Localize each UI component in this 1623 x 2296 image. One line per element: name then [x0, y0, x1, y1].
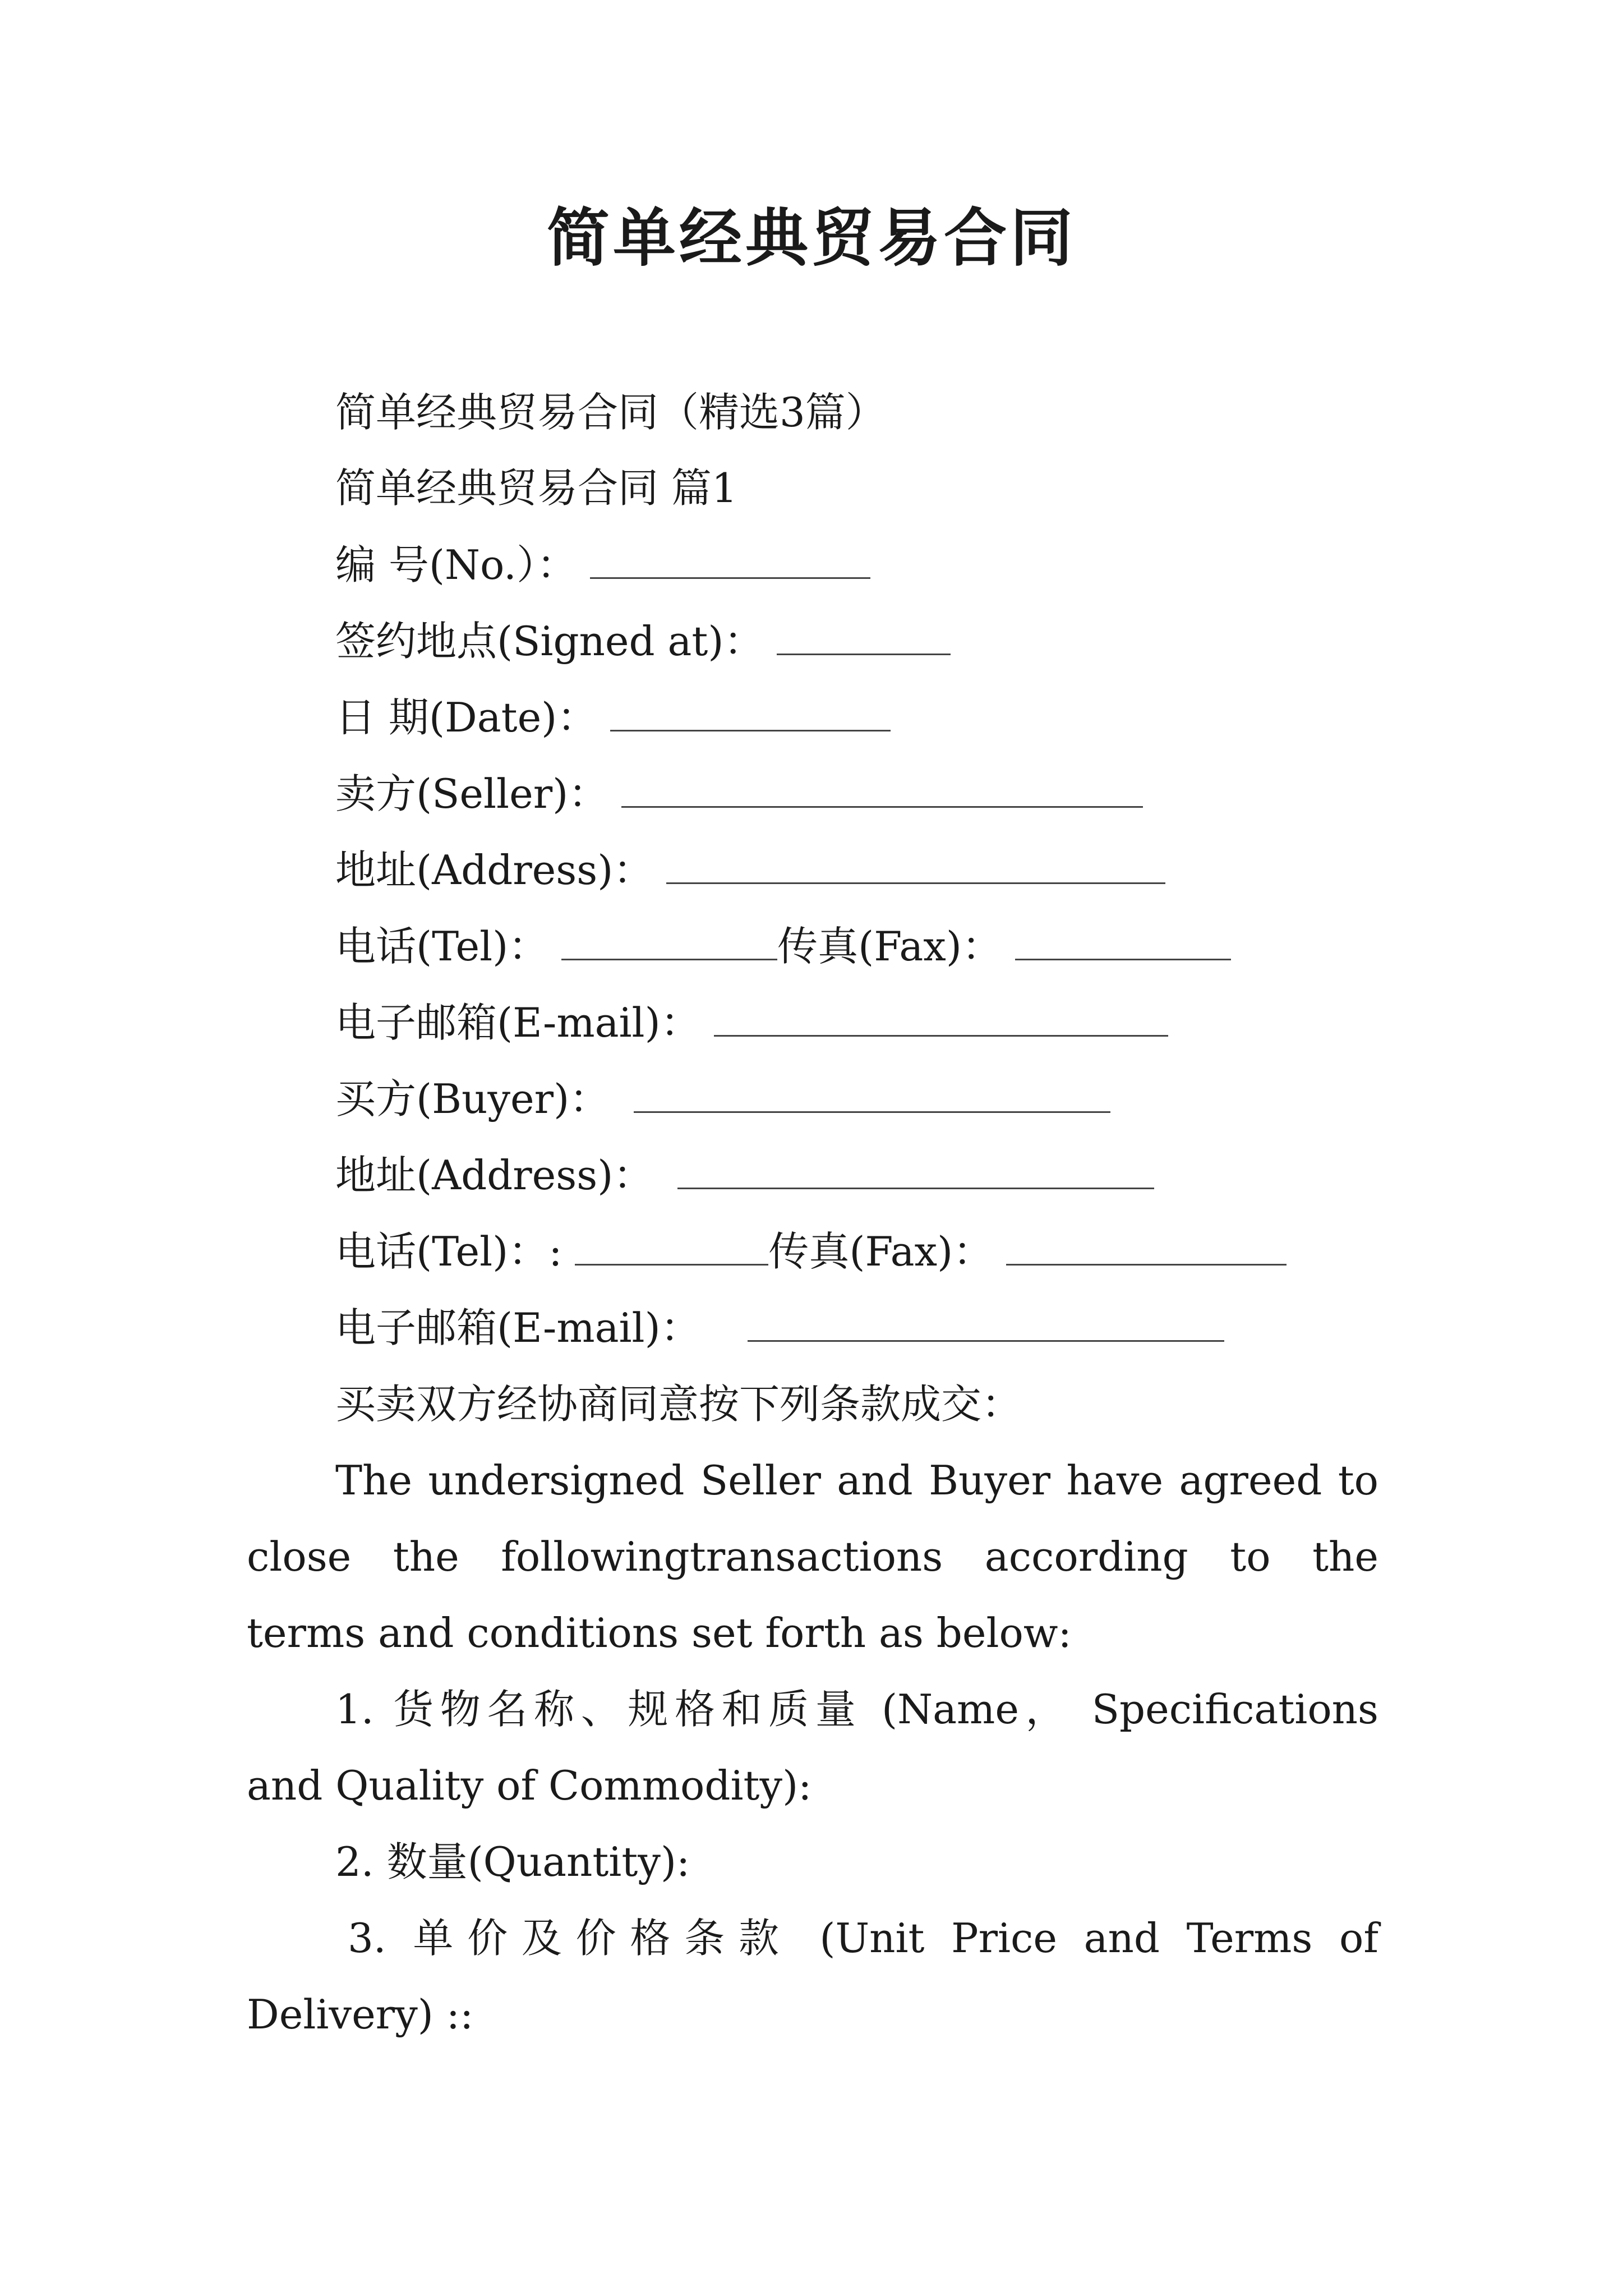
seller-email-label: 电子邮箱(E-mail)：	[335, 999, 701, 1046]
buyer-fax-label: 传真(Fax)：	[768, 1228, 994, 1275]
seller-email-blank[interactable]	[714, 1000, 1168, 1037]
buyer-label: 买方(Buyer)：	[335, 1075, 610, 1122]
agreement-cn: 买卖双方经协商同意按下列条款成交：	[335, 1381, 1022, 1428]
agreement-en-line2: close the followingtransactions according to the	[247, 1533, 1378, 1580]
signed-at-blank[interactable]	[777, 619, 951, 655]
agreement-en-line3: terms and conditions set forth as below:	[247, 1609, 1072, 1657]
buyer-tel-fax-field	[335, 1226, 1287, 1277]
clause1-line1: 1. 货物名称、规格和质量 (Name， Specifications	[335, 1686, 1378, 1733]
buyer-tel-blank[interactable]	[575, 1229, 768, 1266]
agreement-en-line1: The undersigned Seller and Buyer have agreed to	[335, 1457, 1378, 1504]
buyer-fax-blank[interactable]	[1006, 1229, 1287, 1266]
signed-at-label: 签约地点(Signed at)：	[335, 618, 764, 665]
seller-address-blank[interactable]	[666, 848, 1165, 884]
date-field	[335, 692, 891, 743]
seller-tel-blank[interactable]	[561, 924, 777, 960]
seller-tel-label: 电话(Tel)：	[335, 923, 549, 970]
seller-fax-label: 传真(Fax)：	[777, 923, 1002, 970]
buyer-address-blank[interactable]	[677, 1153, 1154, 1189]
date-blank[interactable]	[610, 695, 891, 731]
buyer-email-blank[interactable]	[748, 1305, 1224, 1342]
document-title: 简单经典贸易合同	[547, 201, 1076, 275]
buyer-field	[335, 1074, 1110, 1124]
buyer-tel-label: 电话(Tel)：:	[335, 1228, 562, 1275]
buyer-address-label: 地址(Address)：	[335, 1152, 654, 1199]
seller-tel-fax-field	[335, 921, 1231, 972]
number-blank[interactable]	[590, 542, 870, 579]
number-label: 编 号(No.）：	[335, 541, 577, 588]
buyer-address-field	[335, 1150, 1154, 1200]
seller-label: 卖方(Seller)：	[335, 770, 609, 817]
seller-email-field	[335, 997, 1168, 1048]
seller-address-label: 地址(Address)：	[335, 846, 654, 894]
clause2: 2. 数量(Quantity):	[335, 1838, 690, 1885]
seller-fax-blank[interactable]	[1015, 924, 1231, 960]
clause1-line2: and Quality of Commodity):	[247, 1762, 812, 1809]
clause3-line1: 3. 单价及价格条款 (Unit Price and Terms of	[348, 1915, 1378, 1962]
subtitle: 简单经典贸易合同（精选3篇）	[335, 389, 886, 436]
seller-blank[interactable]	[621, 771, 1143, 808]
buyer-email-label: 电子邮箱(E-mail)：	[335, 1304, 701, 1351]
date-label: 日 期(Date)：	[335, 694, 598, 741]
signed-at-field	[335, 616, 951, 666]
clause3-line2: Delivery) ::	[247, 1991, 474, 2038]
number-field	[335, 540, 870, 590]
seller-field	[335, 769, 1143, 819]
section-heading: 简单经典贸易合同 篇1	[335, 464, 737, 512]
buyer-blank[interactable]	[634, 1076, 1110, 1113]
buyer-email-field	[335, 1303, 1224, 1353]
seller-address-field	[335, 845, 1165, 895]
